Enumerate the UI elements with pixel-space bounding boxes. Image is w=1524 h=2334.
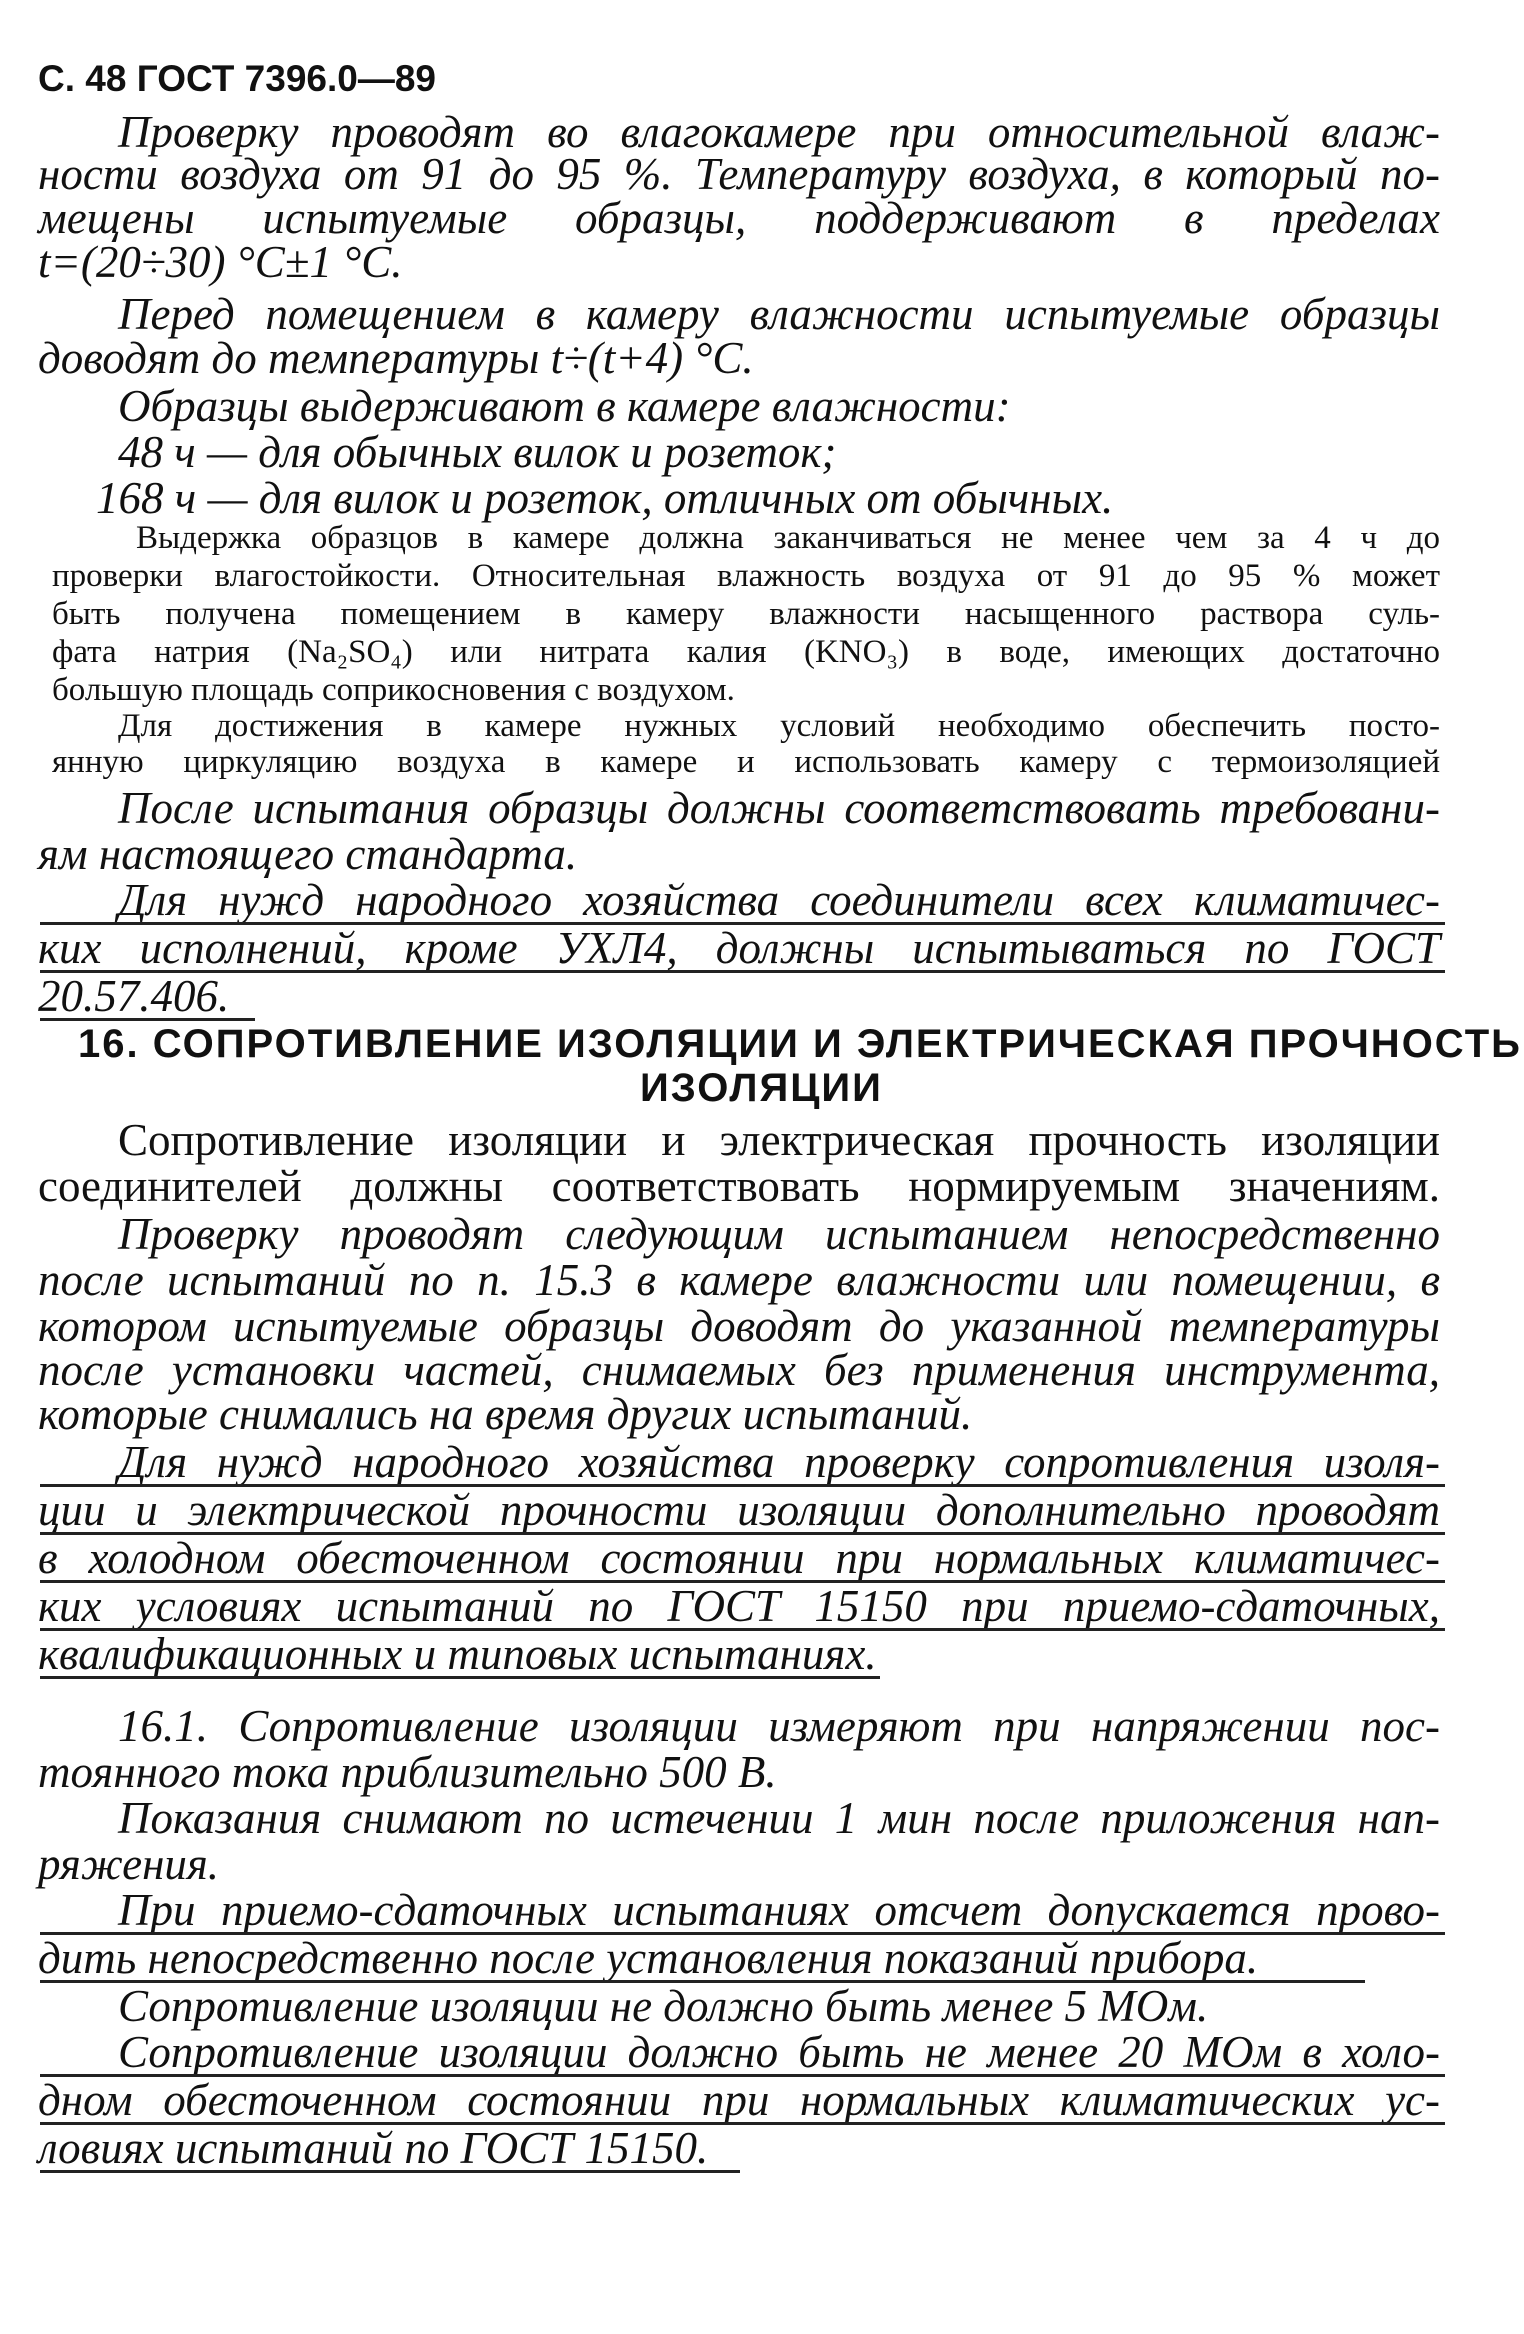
text-line: янную циркуляцию воздуха в камере и использовать камеру с термоизоляцией (52, 744, 1440, 780)
text-line: в холодном обесточенном состоянии при нормальных климатичес- (38, 1533, 1440, 1583)
text-line: ряжения. (38, 1839, 220, 1889)
text-line: Показания снимают по истечении 1 мин после приложения нап- (118, 1793, 1440, 1843)
text-line: проверки влагостойкости. Относительная влажность воздуха от 91 до 95 % может (52, 558, 1440, 594)
text-line: фата натрия (Na₂SO₄) или нитрата калия (KNO₃) в воде, имеющих достаточно (52, 634, 1440, 670)
text-line: Сопротивление изоляции и электрическая прочность изоляции (118, 1115, 1440, 1165)
text-line: большую площадь соприкосновения с воздухом. (52, 672, 735, 708)
text-line: 20.57.406. (38, 971, 230, 1021)
text-line: мещены испытуемые образцы, поддерживают в пределах (38, 193, 1440, 243)
heading-line: ИЗОЛЯЦИИ (640, 1066, 883, 1110)
underline (40, 970, 1445, 973)
text-line: ких исполнений, кроме УХЛ4, должны испытываться по ГОСТ (38, 923, 1440, 973)
underline (40, 1018, 255, 1021)
list-item: 48 ч — для обычных вилок и розеток; (118, 427, 837, 477)
text-line: t=(20÷30) °С±1 °С. (38, 237, 403, 287)
text-line: дном обесточенном состоянии при нормальных климатических ус- (38, 2075, 1440, 2125)
list-item: 168 ч — для вилок и розеток, отличных от обычных. (96, 473, 1114, 523)
text-line: после испытаний по п. 15.3 в камере влажности или помещении, в (38, 1255, 1440, 1305)
page-header: С. 48 ГОСТ 7396.0—89 (38, 58, 436, 99)
text-line: Выдержка образцов в камере должна заканчиваться не менее чем за 4 ч до (136, 520, 1440, 556)
text-line: дить непосредственно после установления показаний прибора. (38, 1933, 1259, 1983)
text-line: после установки частей, снимаемых без применения инструмента, (38, 1345, 1440, 1395)
text-line: ловиях испытаний по ГОСТ 15150. (38, 2123, 709, 2173)
heading-line: 16. СОПРОТИВЛЕНИЕ ИЗОЛЯЦИИ И ЭЛЕКТРИЧЕСКАЯ ПРОЧНОСТЬ (78, 1022, 1522, 1066)
text-line: ности воздуха от 91 до 95 %. Температуру воздуха, в который по- (38, 149, 1440, 199)
text-line: ции и электрической прочности изоляции дополнительно проводят (38, 1485, 1440, 1535)
text-line: тоянного тока приблизительно 500 В. (38, 1747, 777, 1797)
text-line: После испытания образцы должны соответствовать требовани- (118, 783, 1440, 833)
text-line: быть получена помещением в камеру влажности насыщенного раствора суль- (52, 596, 1440, 632)
text-line: Для нужд народного хозяйства соединители всех климатичес- (118, 875, 1440, 925)
text-line: квалификационных и типовых испытаниях. (38, 1629, 877, 1679)
text-line: котором испытуемые образцы доводят до указанной температуры (38, 1301, 1440, 1351)
text-line: ких условиях испытаний по ГОСТ 15150 при приемо-сдаточных, (38, 1581, 1440, 1631)
text-line: доводят до температуры t÷(t+4) °С. (38, 333, 754, 383)
text-line: Сопротивление изоляции не должно быть менее 5 МОм. (118, 1981, 1209, 2031)
text-line: 16.1. Сопротивление изоляции измеряют при напряжении пос- (118, 1701, 1440, 1751)
text-line: Сопротивление изоляции должно быть не менее 20 МОм в холо- (118, 2027, 1440, 2077)
text-line: Перед помещением в камеру влажности испытуемые образцы (118, 289, 1440, 339)
underline (40, 1676, 880, 1679)
text-line: Для достижения в камере нужных условий необходимо обеспечить посто- (118, 708, 1440, 744)
text-line: Проверку проводят во влагокамере при относительной влаж- (118, 107, 1440, 157)
text-line: Образцы выдерживают в камере влажности: (118, 381, 1011, 431)
text-line: которые снимались на время других испытаний. (38, 1389, 973, 1439)
text-line: соединителей должны соответствовать нормируемым значениям. (38, 1161, 1440, 1211)
text-line: При приемо-сдаточных испытаниях отсчет допускается прово- (118, 1885, 1440, 1935)
text-line: Проверку проводят следующим испытанием непосредственно (118, 1209, 1440, 1259)
text-line: Для нужд народного хозяйства проверку сопротивления изоля- (118, 1437, 1440, 1487)
text-line: ям настоящего стандарта. (38, 829, 578, 879)
underline (40, 2170, 740, 2173)
